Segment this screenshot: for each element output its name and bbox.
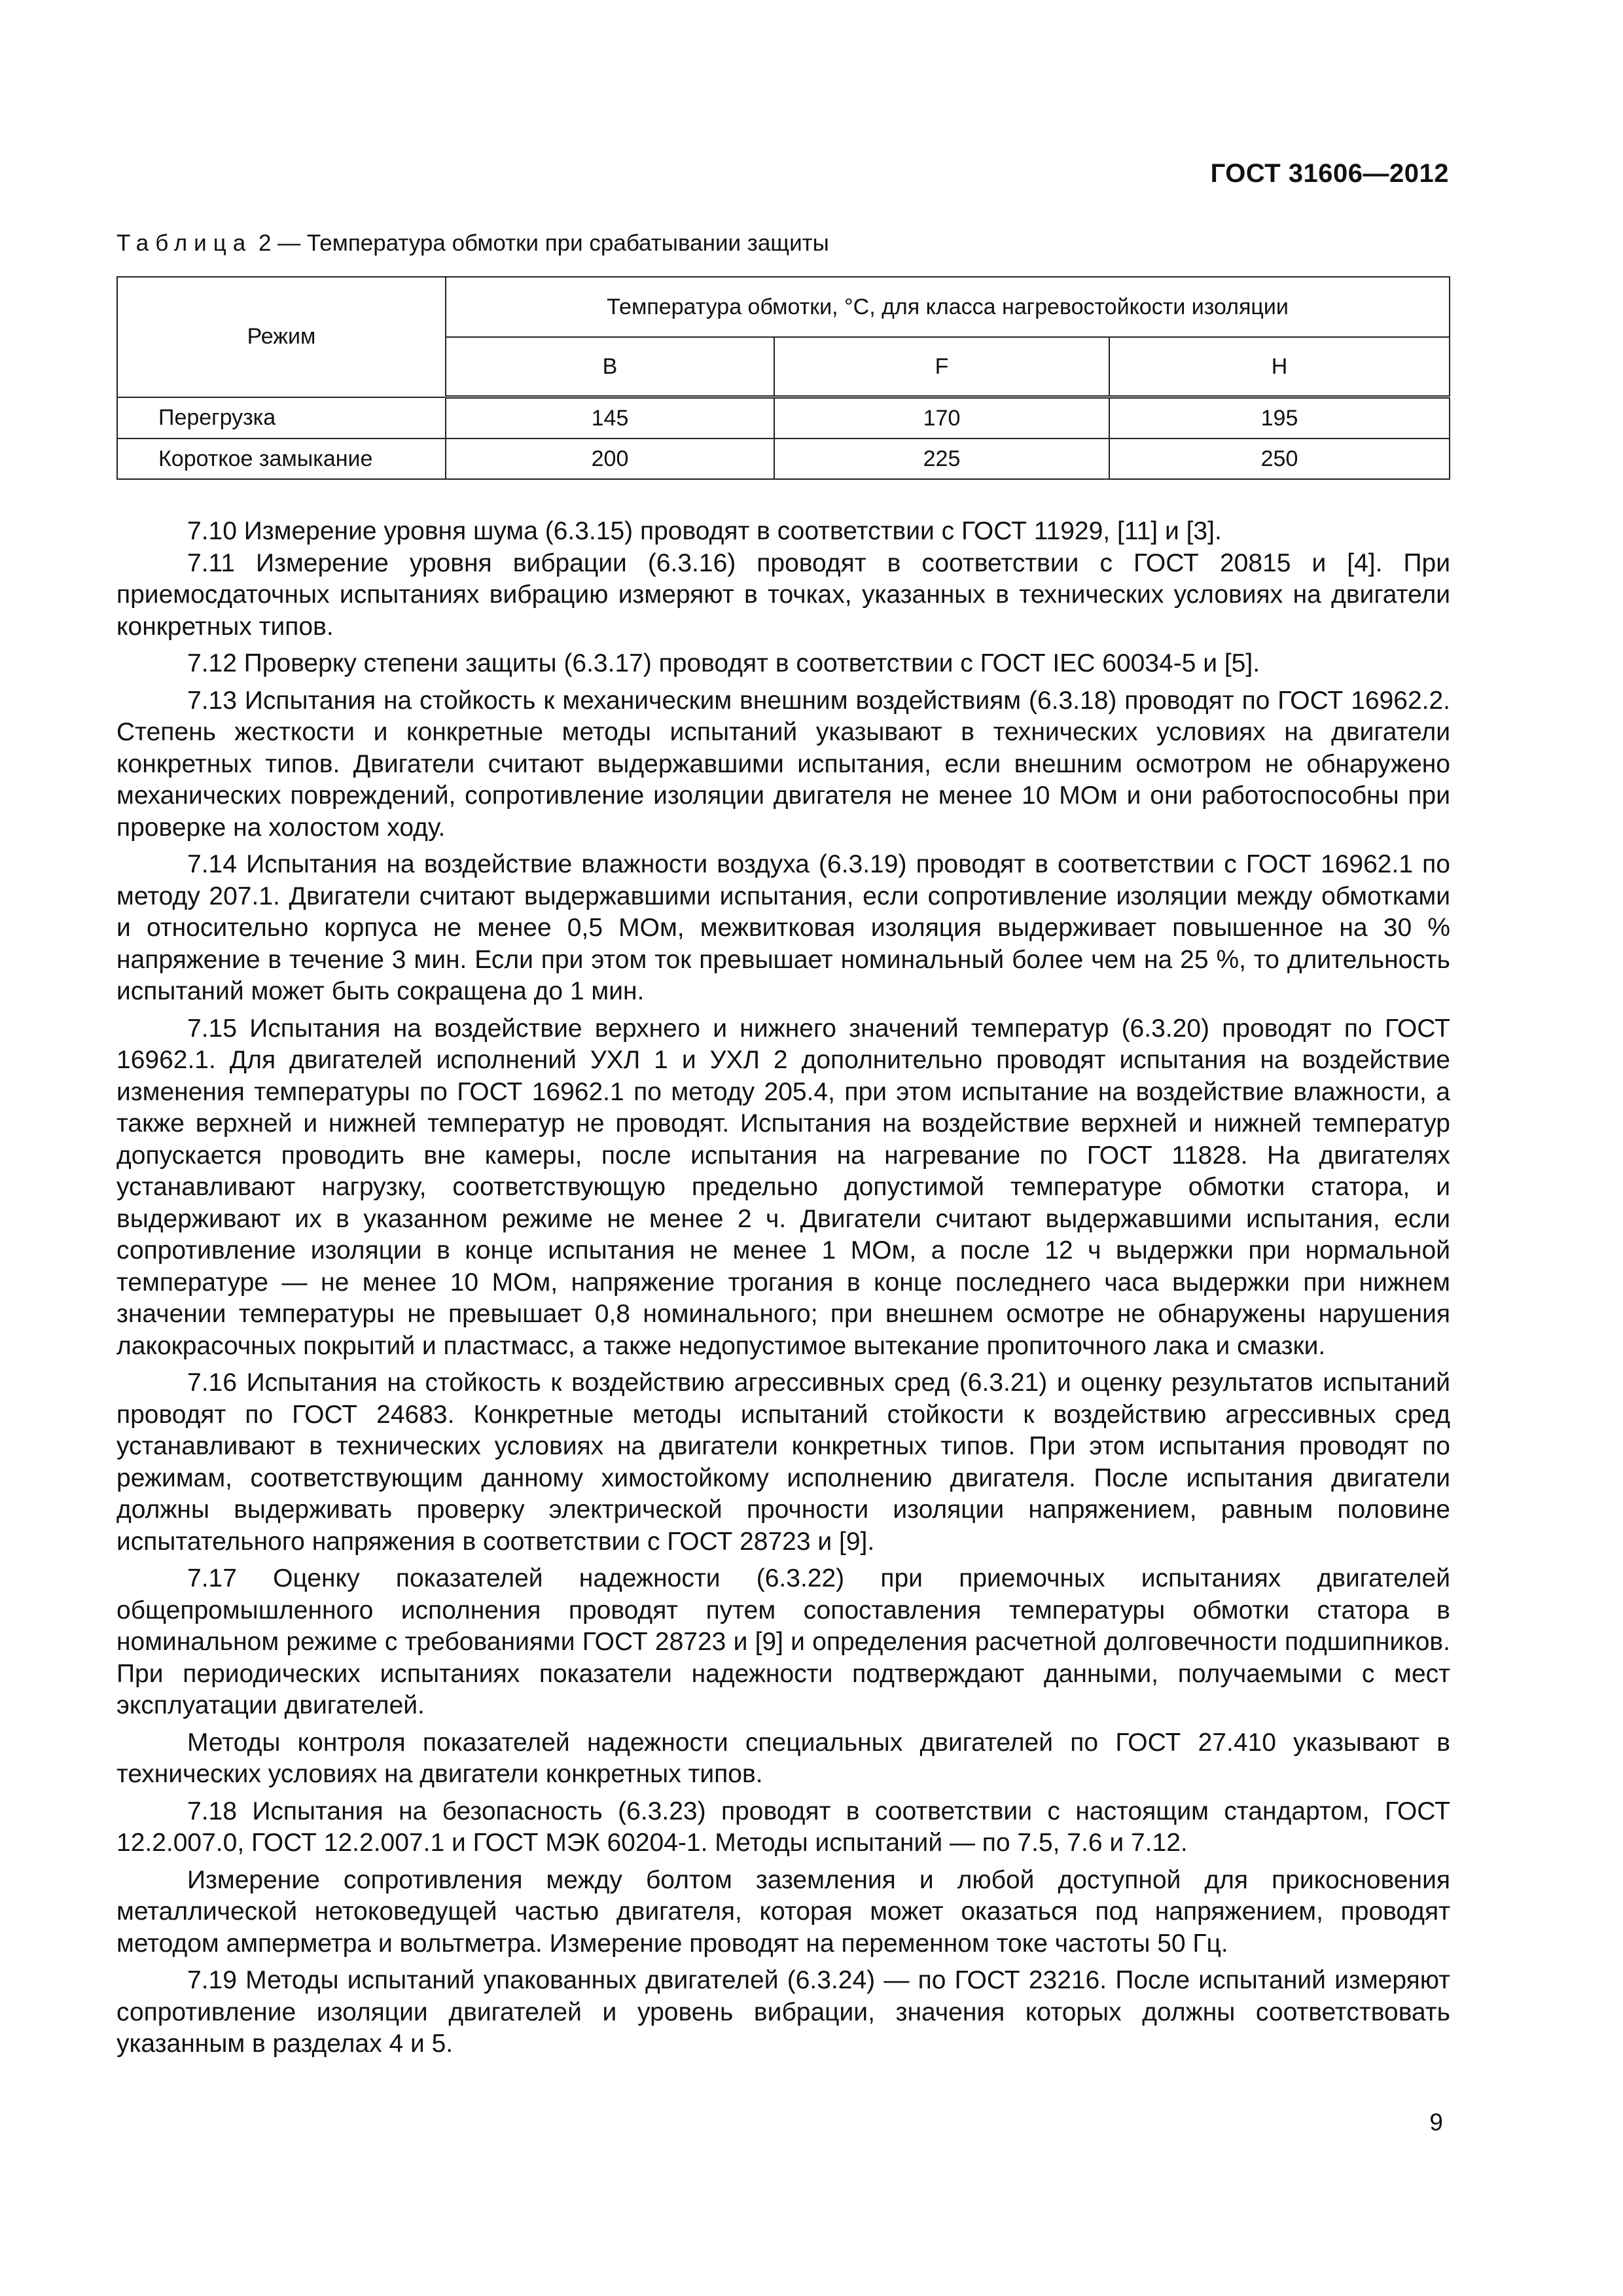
paragraph-grounding-measurement: Измерение сопротивления между болтом заземления и любой доступной для прикосновения металлической нетоковедущей частью двигателя, которая может оказаться под напряжением, проводят методом амперметра и вольтметра. Измерение проводят на переменном токе частоты 50 Гц. — [116, 1865, 1450, 1958]
cell-value: 145 — [446, 397, 774, 439]
paragraph-7-13: 7.13 Испытания на стойкость к механическим внешним воздействиям (6.3.18) проводят по ГОСТ 16962.2. Степень жесткости и конкретные методы испытаний указывают в технических условиях на двигатели конкретных типов. Двигатели считают выдержавшими испытания, если внешним осмотром не обнаружено механических повреждений, сопротивление изоляции двигателя не менее 10 МОм и они работоспособны при проверке на холостом ходу. — [116, 686, 1450, 842]
paragraph-7-18: 7.18 Испытания на безопасность (6.3.23) проводят в соответствии с настоящим стандартом, ГОСТ 12.2.007.0, ГОСТ 12.2.007.1 и ГОСТ МЭК 60204-1. Методы испытаний — по 7.5, 7.6 и 7.12. — [116, 1797, 1450, 1857]
paragraph-7-19: 7.19 Методы испытаний упакованных двигателей (6.3.24) — по ГОСТ 23216. После испытаний измеряют сопротивление изоляции двигателей и уровень вибрации, значения которых должны соответствовать указанным в разделах 4 и 5. — [116, 1966, 1450, 2058]
header-class-h: H — [1109, 337, 1450, 397]
paragraph-7-15: 7.15 Испытания на воздействие верхнего и нижнего значений температур (6.3.20) проводят по ГОСТ 16962.1. Для двигателей исполнений УХЛ 1 и УХЛ 2 дополнительно проводят испытания на воздействие изменения температуры по ГОСТ 16962.1 по методу 205.4, при этом испытание на воздействие влажности, а также верхней и нижней температур не проводят. Испытания на воздействие верхней и нижней температур допускается проводить вне камеры, после испытания на нагревание по ГОСТ 11828. На двигателях устанавливают нагрузку, соответствующую предельно допустимой температуре обмотки статора, и выдерживают их в указанном режиме не менее 2 ч. Двигатели считают выдержавшими испытания, если сопротивление изоляции в конце испытания не менее 1 МОм, а после 12 ч выдержки при нормальной температуре — не менее 10 МОм, напряжение трогания в конце последнего часа выдержки при нижнем значении температуры не превышает 0,8 номинального; при внешнем осмотре не обнаружены нарушения лакокрасочных покрытий и пластмасс, а также недопустимое вытекание пропиточного лака и смазки. — [116, 1014, 1450, 1360]
header-mode: Режим — [117, 277, 446, 397]
paragraph-7-10: 7.10 Измерение уровня шума (6.3.15) проводят в соответствии с ГОСТ 11929, [11] и [3]. — [187, 517, 1222, 545]
paragraph-reliability-methods: Методы контроля показателей надежности специальных двигателей по ГОСТ 27.410 указывают в технических условиях на двигатели конкретных типов. — [116, 1728, 1450, 1788]
header-temperature-group: Температура обмотки, °С, для класса нагревостойкости изоляции — [446, 277, 1450, 337]
header-class-f: F — [774, 337, 1109, 397]
paragraph-7-17: 7.17 Оценку показателей надежности (6.3.22) при приемочных испытаниях двигателей общепромышленного исполнения проводят путем сопоставления температуры обмотки статора в номинальном режиме с требованиями ГОСТ 28723 и [9] и определения расчетной долговечности подшипников. При периодических испытаниях показатели надежности подтверждают данными, получаемыми с мест эксплуатации двигателей. — [116, 1564, 1450, 1719]
cell-value: 200 — [446, 439, 774, 479]
page-number: 9 — [1429, 2109, 1443, 2136]
table-caption — [116, 230, 829, 257]
cell-value: 195 — [1109, 397, 1450, 439]
cell-value: 250 — [1109, 439, 1450, 479]
paragraph-7-11: 7.11 Измерение уровня вибрации (6.3.16) проводят в соответствии с ГОСТ 20815 и [4]. При приемосдаточных испытаниях вибрацию измеряют в точках, указанных в технических условиях на двигатели конкретных типов. — [116, 548, 1450, 641]
cell-value: 225 — [774, 439, 1109, 479]
header-class-b: B — [446, 337, 774, 397]
table-row — [117, 439, 1450, 479]
table-caption-title: 2 — Температура обмотки при срабатывании защиты — [252, 230, 829, 256]
paragraph-7-14: 7.14 Испытания на воздействие влажности воздуха (6.3.19) проводят в соответствии с ГОСТ 16962.1 по методу 207.1. Двигатели считают выдержавшими испытания, если сопротивление изоляции между обмотками и относительно корпуса не менее 0,5 МОм, межвитковая изоляция выдерживает повышенное на 30 % напряжение в течение 3 мин. Если при этом ток превышает номинальный более чем на 25 %, то длительность испытаний может быть сокращена до 1 мин. — [116, 850, 1450, 1005]
paragraph-7-16: 7.16 Испытания на стойкость к воздействию агрессивных сред (6.3.21) и оценку результатов испытаний проводят по ГОСТ 24683. Конкретные методы испытаний стойкости к воздействию агрессивных сред устанавливают в технических условиях на двигатели конкретных типов. При этом испытания проводят по режимам, соответствующим данному химостойкому исполнению двигателя. После испытания двигатели должны выдерживать проверку электрической прочности изоляции напряжением, равным половине испытательного напряжения в соответствии с ГОСТ 28723 и [9]. — [116, 1369, 1450, 1556]
paragraph-7-12: 7.12 Проверку степени защиты (6.3.17) проводят в соответствии с ГОСТ IEC 60034-5 и [5]. — [187, 649, 1260, 677]
cell-value: 170 — [774, 397, 1109, 439]
document-id-header: ГОСТ 31606—2012 — [1210, 159, 1449, 188]
row-mode-label: Короткое замыкание — [117, 439, 446, 479]
table-caption-word: Таблица — [116, 230, 253, 256]
winding-temperature-table — [116, 276, 1450, 480]
table-row — [117, 397, 1450, 439]
row-mode-label: Перегрузка — [117, 397, 446, 439]
body-text — [116, 516, 1450, 2060]
